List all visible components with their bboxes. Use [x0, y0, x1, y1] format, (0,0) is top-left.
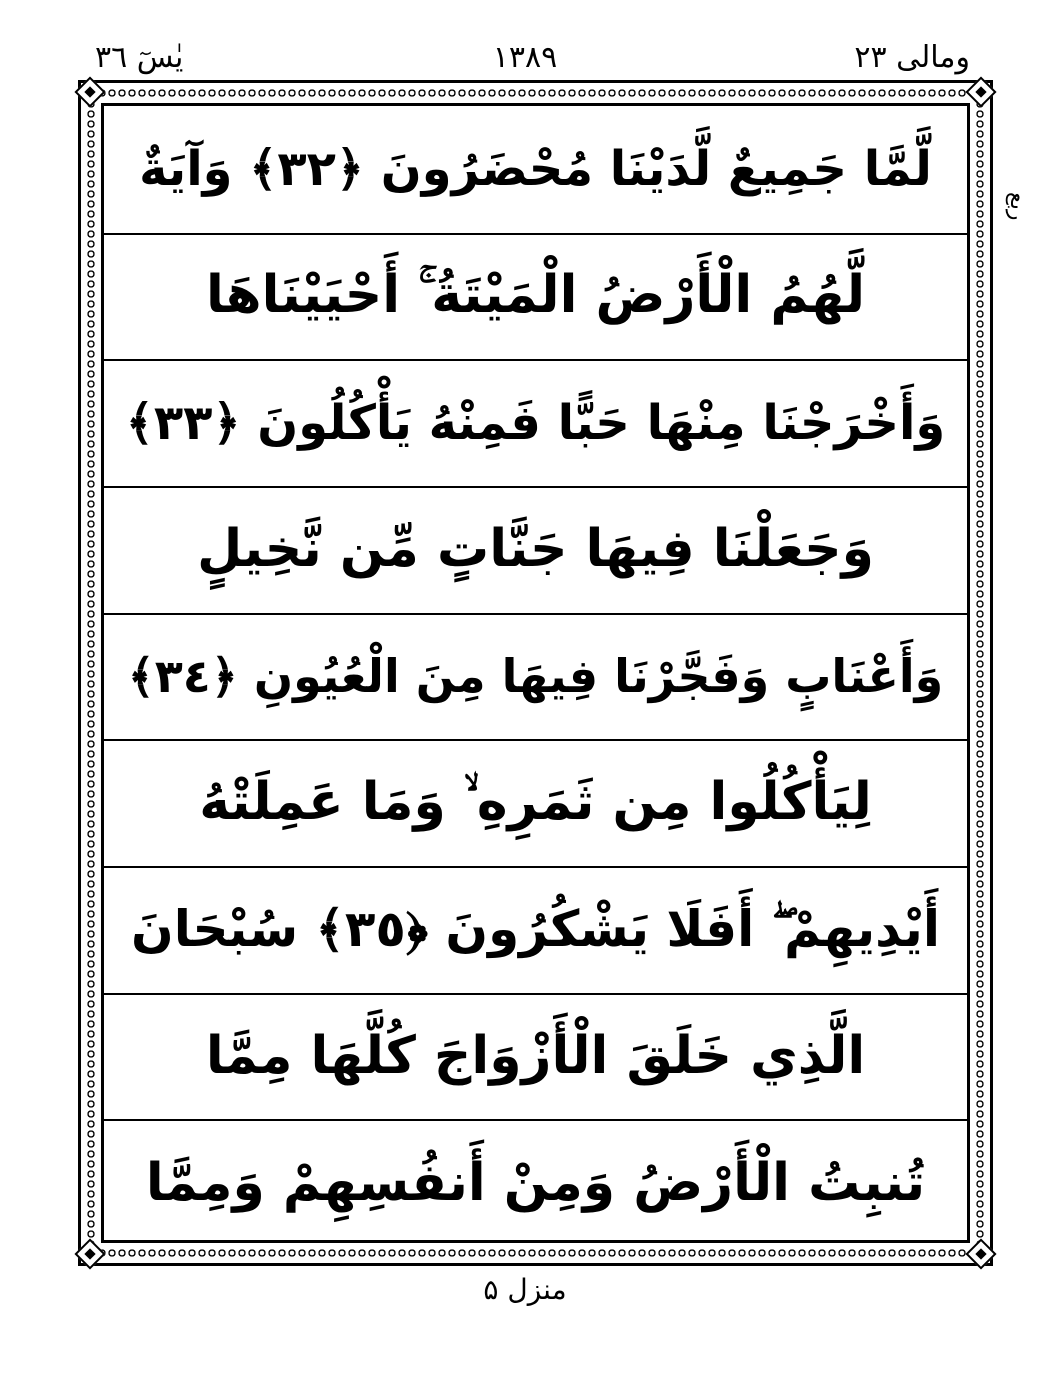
- corner-ornament-icon: [74, 1238, 105, 1269]
- verse-line: [104, 106, 967, 235]
- text-area: [101, 103, 970, 1243]
- verse-line: [104, 866, 967, 995]
- border-chain-right: [975, 89, 985, 1257]
- corner-ornament-icon: [965, 1238, 996, 1269]
- verse-line: [104, 739, 967, 868]
- verse-line-text: أَيْدِيهِمْ ۖ أَفَلَا يَشْكُرُونَ ﴿٣٥﴾ سُبْحَانَ: [131, 899, 940, 958]
- verse-line: [104, 233, 967, 362]
- verse-line-text: وَأَعْنَابٍ وَفَجَّرْنَا فِيهَا مِنَ الْعُيُونِ ﴿٣٤﴾: [127, 648, 944, 703]
- verse-line-text: لَّمَّا جَمِيعٌ لَّدَيْنَا مُحْضَرُونَ ﴿٣٢﴾ وَآيَةٌ: [139, 141, 932, 198]
- corner-ornament-icon: [965, 76, 996, 107]
- page-number: ۱۳۸۹: [492, 40, 558, 75]
- verse-line-text: وَأَخْرَجْنَا مِنْهَا حَبًّا فَمِنْهُ يَأْكُلُونَ ﴿٣٣﴾: [125, 394, 946, 451]
- verse-line-text: لِيَأْكُلُوا مِن ثَمَرِهِ ۙ وَمَا عَمِلَتْهُ: [199, 772, 872, 833]
- surah-name: یٰسٓ ۳٦: [95, 40, 184, 75]
- border-chain-left: [86, 89, 96, 1257]
- verse-line: [104, 1119, 967, 1246]
- verse-line-text: الَّذِي خَلَقَ الْأَزْوَاجَ كُلَّهَا مِمَّا: [205, 1025, 866, 1086]
- page-header: [0, 38, 1050, 78]
- verse-line-text: لَّهُمُ الْأَرْضُ الْمَيْتَةُ ۚ أَحْيَيْنَاهَا: [206, 265, 865, 326]
- border-chain-top: [87, 88, 984, 98]
- verse-line-text: تُنبِتُ الْأَرْضُ وَمِنْ أَنفُسِهِمْ وَمِمَّا: [145, 1152, 926, 1213]
- verse-line: [104, 613, 967, 742]
- border-chain-bottom: [87, 1248, 984, 1258]
- margin-note: ربع: [1005, 191, 1030, 220]
- page-frame: [78, 80, 993, 1266]
- verse-lines: [104, 106, 967, 1240]
- manzil-label: منزل ۵: [483, 1273, 567, 1306]
- verse-line: [104, 359, 967, 488]
- para-name: ومالی ۲۳: [854, 40, 970, 75]
- verse-line: [104, 486, 967, 615]
- verse-line-text: وَجَعَلْنَا فِيهَا جَنَّاتٍ مِّن نَّخِيلٍ: [197, 519, 874, 580]
- verse-line: [104, 993, 967, 1122]
